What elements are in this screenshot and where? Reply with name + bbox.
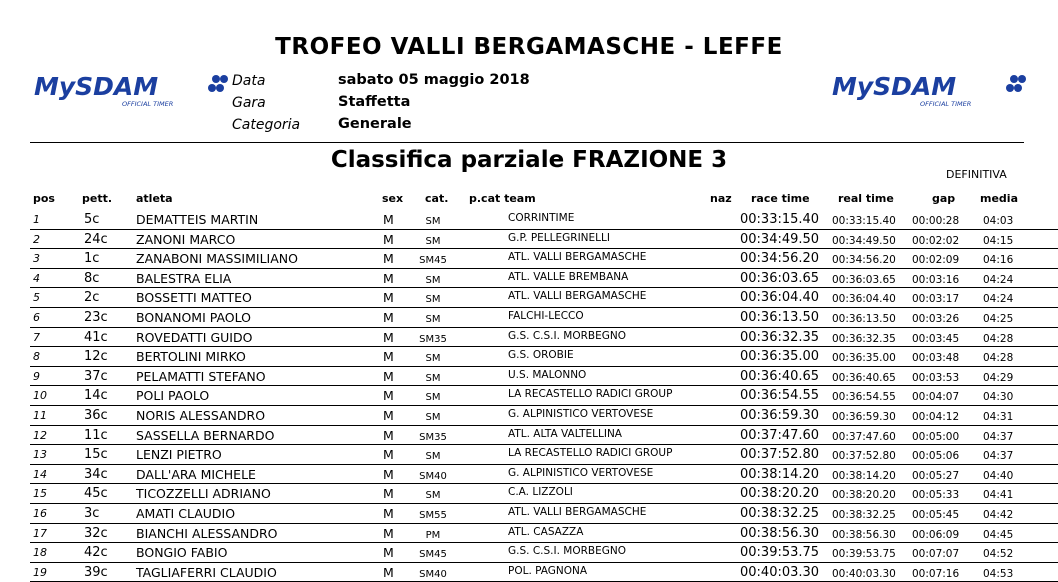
cell-media: 04:41 (983, 489, 1014, 502)
cell-sex: M (383, 329, 394, 345)
table-row (0, 249, 1058, 269)
event-title: TROFEO VALLI BERGAMASCHE - LEFFE (275, 34, 783, 60)
cell-race-time: 00:37:47.60 (740, 427, 820, 443)
col-header-real-time: real time (838, 192, 894, 205)
cell-atleta: PELAMATTI STEFANO (136, 368, 266, 384)
cell-gap: 00:05:06 (912, 450, 960, 463)
mysdam-logo-icon (32, 70, 232, 112)
cell-atleta: DALL'ARA MICHELE (136, 466, 256, 482)
cell-atleta: ZANONI MARCO (136, 231, 236, 247)
cell-sex: M (383, 388, 394, 404)
info-value-gara: Staffetta (338, 94, 411, 110)
table-row (0, 543, 1058, 563)
cell-pett: 1c (84, 251, 100, 267)
cell-cat: SM (425, 216, 441, 227)
cell-real-time: 00:40:03.30 (832, 567, 896, 580)
cell-pett: 36c (84, 408, 108, 423)
cell-race-time: 00:34:56.20 (740, 251, 820, 267)
col-header-naz: naz (710, 192, 732, 205)
cell-gap: 00:04:12 (912, 411, 960, 423)
cell-real-time: 00:36:32.35 (832, 332, 896, 345)
cell-real-time: 00:38:32.25 (832, 509, 896, 521)
col-header-media: media (980, 192, 1018, 205)
cell-sex: M (383, 525, 394, 541)
cell-sex: M (383, 368, 394, 384)
cell-sex: M (383, 349, 394, 365)
cell-real-time: 00:36:35.00 (832, 352, 896, 365)
cell-team: ATL. VALLE BREMBANA (508, 270, 629, 283)
cell-pos: 1 (33, 213, 40, 226)
info-label-gara: Gara (232, 95, 266, 111)
cell-pett: 41c (84, 329, 108, 345)
table-row (0, 563, 1058, 582)
cell-sex: M (383, 251, 394, 267)
cell-pett: 2c (84, 290, 100, 306)
cell-media: 04:52 (983, 548, 1014, 561)
cell-media: 04:53 (983, 567, 1014, 580)
cell-atleta: LENZI PIETRO (136, 447, 222, 463)
cell-sex: M (383, 564, 394, 580)
cell-media: 04:15 (983, 234, 1014, 247)
cell-real-time: 00:34:56.20 (832, 254, 896, 267)
cell-pett: 39c (84, 564, 108, 580)
cell-pett: 14c (84, 388, 108, 404)
table-row (0, 210, 1058, 230)
cell-cat: SM35 (419, 431, 447, 443)
cell-pos: 14 (33, 467, 47, 481)
cell-atleta: AMATI CLAUDIO (136, 506, 236, 521)
cell-real-time: 00:39:53.75 (832, 548, 896, 561)
cell-real-time: 00:36:03.65 (832, 273, 896, 286)
cell-gap: 00:05:27 (912, 469, 960, 482)
cell-atleta: ROVEDATTI GUIDO (136, 329, 253, 345)
cell-race-time: 00:36:04.40 (740, 290, 820, 306)
cell-real-time: 00:37:52.80 (832, 450, 896, 463)
cell-sex: M (383, 447, 394, 463)
cell-cat: SM (425, 294, 441, 306)
cell-gap: 00:05:33 (912, 489, 960, 502)
cell-gap: 00:05:00 (912, 430, 960, 443)
cell-atleta: BERTOLINI MIRKO (136, 349, 246, 365)
cell-gap: 00:00:28 (912, 215, 960, 227)
status-label: DEFINITIVA (946, 168, 1007, 181)
table-row (0, 465, 1058, 485)
cell-sex: M (383, 466, 394, 482)
cell-race-time: 00:37:52.80 (740, 447, 820, 463)
cell-pett: 34c (84, 466, 108, 482)
col-header-gap: gap (932, 192, 956, 205)
col-header-pcat-team: p.cat team (469, 192, 536, 205)
cell-atleta: NORIS ALESSANDRO (136, 408, 266, 423)
cell-cat: SM35 (419, 333, 447, 345)
cell-team: POL. PAGNONA (508, 564, 588, 577)
cell-pett: 45c (84, 486, 108, 502)
cell-cat: SM (425, 235, 441, 247)
cell-pett: 42c (84, 545, 108, 561)
cell-cat: SM (425, 412, 441, 423)
cell-pos: 17 (33, 526, 47, 540)
cell-pett: 24c (84, 231, 108, 247)
cell-pett: 3c (84, 506, 100, 521)
cell-real-time: 00:36:59.30 (832, 411, 896, 423)
cell-pos: 7 (33, 330, 40, 344)
cell-gap: 00:02:02 (912, 234, 960, 247)
cell-atleta: BOSSETTI MATTEO (136, 290, 252, 306)
cell-media: 04:30 (983, 391, 1014, 404)
cell-cat: SM (425, 392, 441, 404)
info-value-categoria: Generale (338, 116, 412, 132)
cell-media: 04:03 (983, 215, 1014, 227)
cell-sex: M (383, 486, 394, 502)
col-header-atleta: atleta (136, 192, 173, 205)
cell-atleta: TAGLIAFERRI CLAUDIO (136, 564, 277, 580)
cell-race-time: 00:38:14.20 (740, 466, 820, 482)
cell-pos: 10 (33, 389, 47, 403)
cell-pett: 37c (84, 368, 108, 384)
cell-real-time: 00:36:04.40 (832, 293, 896, 306)
cell-gap: 00:03:26 (912, 313, 960, 325)
cell-atleta: SASSELLA BERNARDO (136, 427, 275, 443)
cell-atleta: BONANOMI PAOLO (136, 310, 251, 325)
cell-gap: 00:03:48 (912, 352, 960, 365)
table-row (0, 386, 1058, 406)
cell-team: G.S. OROBIE (508, 349, 574, 362)
cell-pos: 15 (33, 487, 47, 501)
cell-media: 04:42 (983, 509, 1014, 521)
cell-cat: SM (425, 490, 441, 502)
cell-atleta: ZANABONI MASSIMILIANO (136, 251, 298, 267)
table-row (0, 308, 1058, 328)
cell-real-time: 00:34:49.50 (832, 234, 896, 247)
cell-sex: M (383, 506, 394, 521)
cell-gap: 00:03:45 (912, 332, 960, 345)
cell-pett: 15c (84, 447, 108, 463)
cell-media: 04:29 (983, 371, 1014, 384)
cell-team: FALCHI-LECCO (508, 310, 584, 322)
cell-sex: M (383, 231, 394, 247)
cell-pos: 2 (33, 232, 40, 246)
logo-tagline-text: OFFICIAL TIMER (122, 100, 174, 108)
cell-sex: M (383, 212, 394, 227)
cell-gap: 00:05:45 (912, 509, 960, 521)
col-header-pett: pett. (82, 192, 113, 205)
cell-real-time: 00:38:20.20 (832, 489, 896, 502)
cell-team: CORRINTIME (508, 212, 575, 224)
cell-pos: 5 (33, 291, 40, 305)
cell-pos: 18 (33, 546, 47, 560)
cell-gap: 00:03:53 (912, 371, 960, 384)
cell-race-time: 00:40:03.30 (740, 564, 820, 580)
cell-team: LA RECASTELLO RADICI GROUP (508, 447, 673, 460)
cell-real-time: 00:37:47.60 (832, 430, 896, 443)
cell-atleta: TICOZZELLI ADRIANO (136, 486, 271, 502)
cell-sex: M (383, 310, 394, 325)
cell-real-time: 00:36:13.50 (832, 313, 896, 325)
cell-cat: SM45 (419, 549, 447, 561)
cell-sex: M (383, 545, 394, 561)
cell-atleta: BONGIO FABIO (136, 545, 228, 561)
cell-team: C.A. LIZZOLI (508, 486, 573, 499)
cell-team: ATL. VALLI BERGAMASCHE (508, 290, 647, 303)
cell-cat: SM40 (419, 470, 447, 482)
cell-team: G.S. C.S.I. MORBEGNO (508, 545, 626, 558)
cell-race-time: 00:36:35.00 (740, 349, 820, 365)
mysdam-logo-left (32, 70, 232, 112)
table-row (0, 367, 1058, 387)
cell-real-time: 00:38:14.20 (832, 469, 896, 482)
cell-pos: 6 (33, 311, 40, 324)
table-row (0, 484, 1058, 504)
cell-pos: 19 (33, 565, 47, 579)
cell-real-time: 00:36:54.55 (832, 391, 896, 404)
cell-atleta: DEMATTEIS MARTIN (136, 212, 259, 227)
cell-race-time: 00:36:59.30 (740, 408, 820, 423)
cell-media: 04:31 (983, 411, 1014, 423)
page-subtitle: Classifica parziale FRAZIONE 3 (330, 147, 728, 173)
cell-race-time: 00:36:32.35 (740, 329, 820, 345)
info-label-categoria: Categoria (232, 117, 301, 133)
cell-sex: M (383, 427, 394, 443)
cell-pos: 8 (33, 350, 40, 364)
cell-sex: M (383, 270, 394, 286)
cell-atleta: BIANCHI ALESSANDRO (136, 525, 278, 541)
cell-pos: 4 (33, 271, 40, 285)
info-label-data: Data (232, 73, 266, 89)
cell-race-time: 00:38:32.25 (740, 506, 820, 521)
cell-pos: 3 (33, 252, 40, 266)
mysdam-logo-right (830, 70, 1030, 112)
table-row (0, 328, 1058, 348)
cell-media: 04:28 (983, 352, 1014, 365)
cell-media: 04:37 (983, 430, 1014, 443)
cell-pett: 11c (84, 427, 108, 443)
cell-cat: SM (425, 451, 441, 463)
cell-team: ATL. VALLI BERGAMASCHE (508, 506, 647, 518)
cell-pos: 16 (33, 507, 47, 520)
cell-atleta: BALESTRA ELIA (136, 270, 232, 286)
cell-real-time: 00:38:56.30 (832, 528, 896, 541)
cell-team: ATL. VALLI BERGAMASCHE (508, 251, 647, 264)
table-row (0, 347, 1058, 367)
cell-cat: SM55 (419, 510, 447, 521)
cell-media: 04:37 (983, 450, 1014, 463)
table-row (0, 406, 1058, 426)
col-header-cat: cat. (425, 192, 449, 205)
table-row (0, 269, 1058, 289)
table-row (0, 230, 1058, 250)
cell-race-time: 00:36:03.65 (740, 270, 820, 286)
cell-gap: 00:02:09 (912, 254, 960, 267)
cell-pos: 13 (33, 448, 47, 462)
cell-cat: SM (425, 314, 441, 325)
cell-pos: 11 (33, 409, 47, 422)
cell-media: 04:24 (983, 273, 1014, 286)
cell-cat: SM45 (419, 255, 447, 267)
cell-pett: 5c (84, 212, 100, 227)
cell-real-time: 00:36:40.65 (832, 371, 896, 384)
header-divider (30, 142, 1024, 143)
cell-team: ATL. ALTA VALTELLINA (508, 427, 622, 440)
cell-race-time: 00:34:49.50 (740, 231, 820, 247)
cell-race-time: 00:38:56.30 (740, 525, 820, 541)
cell-team: LA RECASTELLO RADICI GROUP (508, 388, 673, 401)
cell-team: U.S. MALONNO (508, 368, 587, 381)
cell-race-time: 00:36:54.55 (740, 388, 820, 404)
cell-media: 04:24 (983, 293, 1014, 306)
cell-race-time: 00:33:15.40 (740, 212, 820, 227)
cell-team: G.P. PELLEGRINELLI (508, 231, 610, 244)
col-header-race-time: race time (751, 192, 810, 205)
cell-cat: SM40 (419, 568, 447, 580)
cell-gap: 00:03:16 (912, 273, 960, 286)
cell-real-time: 00:33:15.40 (832, 215, 896, 227)
cell-race-time: 00:38:20.20 (740, 486, 820, 502)
cell-gap: 00:04:07 (912, 391, 960, 404)
logo-brand-text: MySDAM (34, 72, 159, 101)
logo-tagline-text: OFFICIAL TIMER (920, 100, 972, 108)
cell-cat: SM (425, 274, 441, 286)
cell-media: 04:25 (983, 313, 1014, 325)
cell-cat: PM (425, 529, 441, 541)
cell-pos: 12 (33, 428, 47, 442)
cell-media: 04:28 (983, 332, 1014, 345)
table-row (0, 445, 1058, 465)
logo-brand-text: MySDAM (832, 72, 957, 101)
cell-media: 04:40 (983, 469, 1014, 482)
cell-sex: M (383, 408, 394, 423)
cell-team: G. ALPINISTICO VERTOVESE (508, 408, 654, 420)
info-value-data: sabato 05 maggio 2018 (338, 72, 530, 88)
mysdam-logo-icon (830, 70, 1030, 112)
cell-gap: 00:06:09 (912, 528, 960, 541)
col-header-sex: sex (382, 192, 404, 205)
cell-race-time: 00:36:13.50 (740, 310, 820, 325)
cell-race-time: 00:39:53.75 (740, 545, 820, 561)
cell-cat: SM (425, 372, 441, 384)
cell-atleta: POLI PAOLO (136, 388, 210, 404)
cell-pett: 12c (84, 349, 108, 365)
cell-team: G.S. C.S.I. MORBEGNO (508, 329, 626, 342)
cell-pett: 32c (84, 525, 108, 541)
table-row (0, 426, 1058, 446)
cell-sex: M (383, 290, 394, 306)
cell-gap: 00:07:16 (912, 567, 960, 580)
cell-team: G. ALPINISTICO VERTOVESE (508, 466, 654, 479)
cell-gap: 00:07:07 (912, 548, 960, 561)
cell-gap: 00:03:17 (912, 293, 960, 306)
table-row (0, 288, 1058, 308)
col-header-pos: pos (33, 192, 55, 205)
cell-pos: 9 (33, 369, 40, 383)
cell-race-time: 00:36:40.65 (740, 368, 820, 384)
cell-cat: SM (425, 353, 441, 365)
cell-pett: 8c (84, 270, 100, 286)
table-row (0, 504, 1058, 524)
cell-media: 04:45 (983, 528, 1014, 541)
cell-team: ATL. CASAZZA (508, 525, 584, 538)
cell-pett: 23c (84, 310, 108, 325)
cell-media: 04:16 (983, 254, 1014, 267)
table-row (0, 524, 1058, 544)
